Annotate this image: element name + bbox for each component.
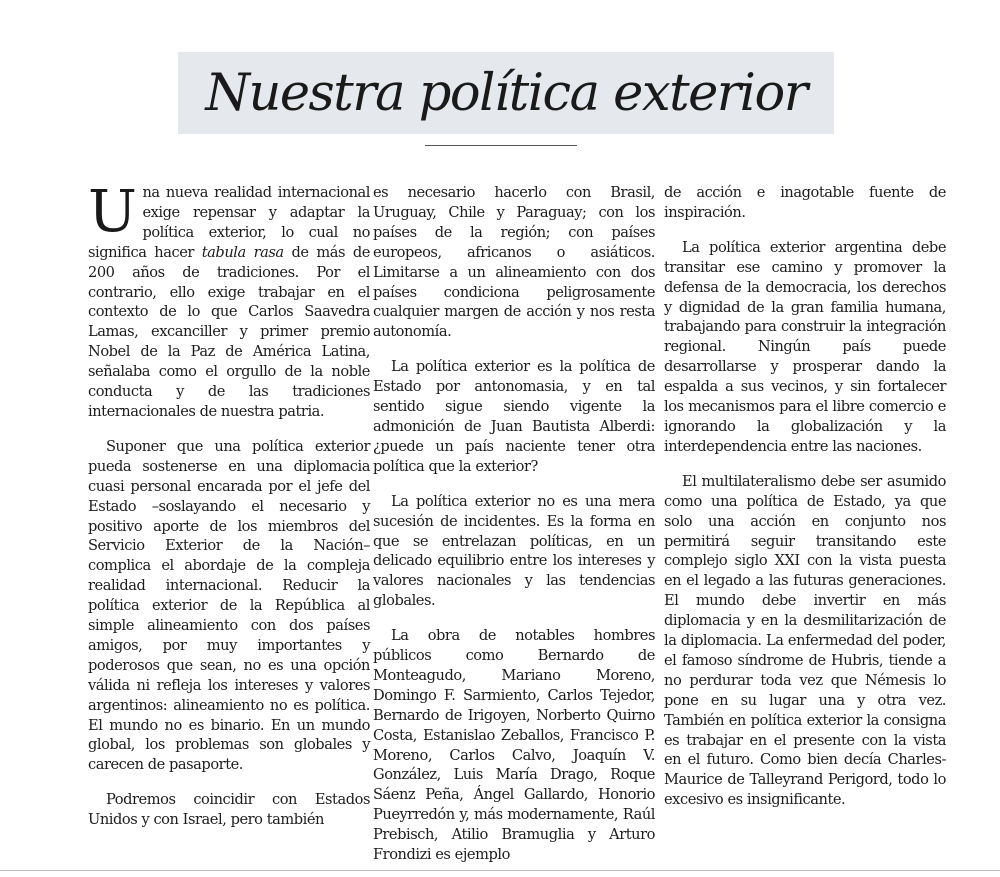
- paragraph: es necesario hacerlo con Brasil, Uruguay, Chile y Paraguay; con los países de la región; con países europeos, africanos o asiáticos. Limitarse a un alineamiento con dos países condiciona peligrosamente cualquier margen de acción y nos resta autonomía.: [373, 184, 655, 341]
- article-title: Nuestra política exterior: [205, 63, 807, 123]
- column-2: [373, 183, 655, 864]
- paragraph: [88, 177, 370, 422]
- paragraph: La política exterior no es una mera sucesión de incidentes. Es la forma en que se entrelazan políticas, en un delicado equilibrio entre los intereses y valores nacionales y las tendencias globales.: [373, 492, 655, 610]
- title-divider: [425, 145, 577, 146]
- page-bottom-rule: [0, 870, 1000, 871]
- paragraph: de acción e inagotable fuente de inspiración.: [664, 184, 946, 221]
- paragraph: La política exterior es la política de Estado por antonomasia, y en tal sentido sigue siendo vigente la admonición de Juan Bautista Alberdi: ¿puede un país naciente tener otra política que la exterior?: [373, 358, 655, 475]
- paragraph-text: de más de 200 años de tradiciones. Por el contrario, ello exige trabajar en el contexto de lo que Carlos Saavedra Lamas, excanciller y primer premio Nobel de la Paz de América Latina, señalaba como el orgullo de la noble conducta y de las tradiciones internacionales de nuestra patria.: [88, 243, 370, 420]
- paragraph: El multilateralismo debe ser asumido como una política de Estado, ya que solo una acción en conjunto nos permitirá seguir transitando este complejo siglo XXI con la vista puesta en el legado a las futuras generaciones. El mundo debe invertir en más diplomacia y en la desmilitarización de la diplomacia. La enfermedad del poder, el famoso síndrome de Hubris, tiende a no perdurar toda vez que Némesis lo pone en su lugar una y otra vez. También en política exterior la consigna es trabajar en el presente con la vista en el futuro. Como bien decía Charles-Maurice de Talleyrand Perigord, todo lo excesivo es insignificante.: [664, 472, 946, 809]
- paragraph: Suponer que una política exterior pueda sostenerse en una diplomacia cuasi personal encarada por el jefe del Estado –soslayando el necesario y positivo aporte de los miembros del Servicio Exterior de la Nación– complica el abordaje de la compleja realidad internacional. Reducir la política exterior de la República al simple alineamiento con dos países amigos, por muy importantes y poderosos que sean, no es una opción válida ni refleja los intereses y valores argentinos: alineamiento no es política. El mundo no es binario. En un mundo global, los problemas son globales y carecen de pasaporte.: [88, 437, 370, 774]
- paragraph-text: na nueva realidad internacional exige repensar y adaptar la política exterior, lo cual no significa hacer: [88, 184, 370, 261]
- paragraph: La obra de notables hombres públicos como Bernardo de Monteagudo, Mariano Moreno, Domingo F. Sarmiento, Carlos Tejedor, Bernardo de Irigoyen, Norberto Quirno Costa, Estanislao Zeballos, Francisco P. Moreno, Carlos Calvo, Joaquín V. González, Luis María Drago, Roque Sáenz Peña, Ángel Gallardo, Honorio Pueyrredón y, más modernamente, Raúl Prebisch, Atilio Bramuglia y Arturo Frondizi es ejemplo: [373, 627, 655, 864]
- paragraph-emphasis: tabula rasa: [201, 243, 284, 261]
- paragraph: La política exterior argentina debe transitar ese camino y promover la defensa de la democracia, los derechos y dignidad de la gran familia humana, trabajando para construir la integración regional. Ningún país puede desarrollarse y prosperar dando la espalda a sus vecinos, y sin fortalecer los mecanismos para el libre comercio e ignorando la globalización y la interdependencia entre las naciones.: [664, 238, 946, 455]
- drop-cap: U: [88, 177, 137, 245]
- paragraph: Podremos coincidir con Estados Unidos y con Israel, pero también: [88, 791, 370, 829]
- column-3: [664, 183, 946, 828]
- column-1: [88, 177, 370, 829]
